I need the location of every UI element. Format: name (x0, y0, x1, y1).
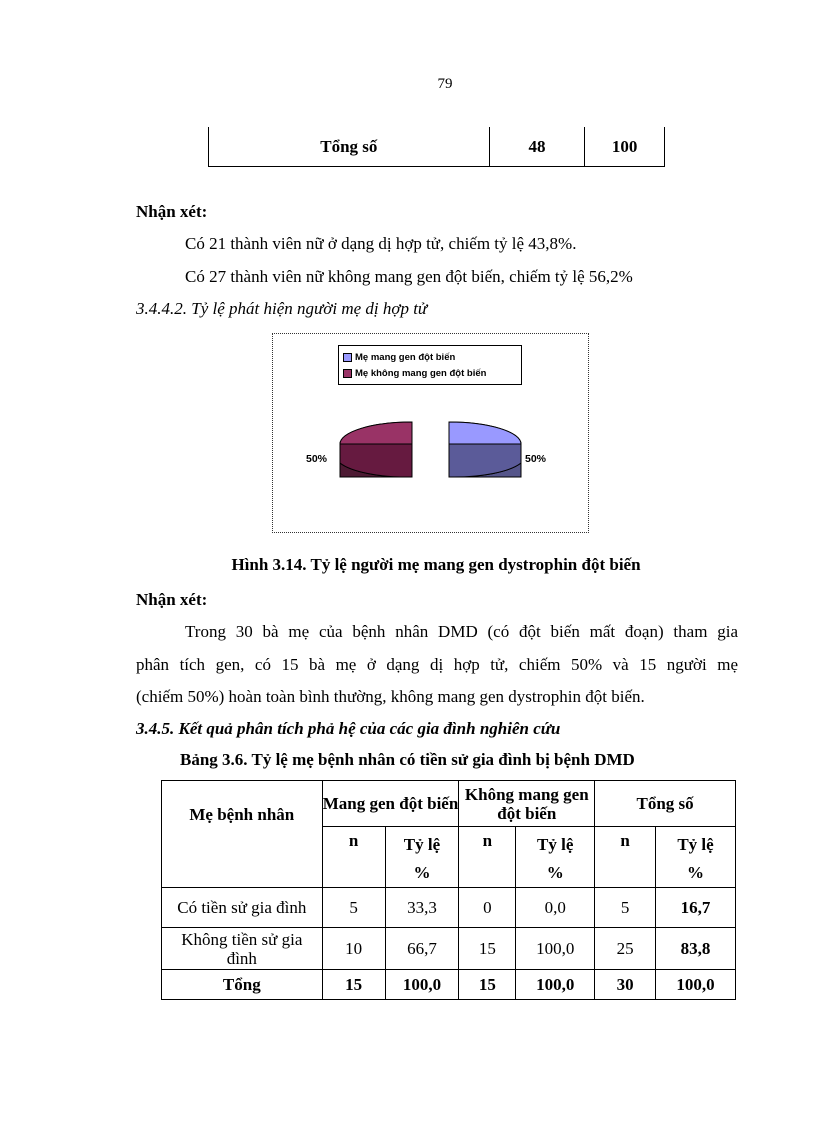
section-heading: 3.4.5. Kết quả phân tích phả hệ của các gia đình nghiên cứu (136, 719, 561, 738)
cell: 100,0 (516, 928, 595, 970)
pie-slice-mang-gen (449, 422, 521, 477)
remark-line: phân tích gen, có 15 bà mẹ ở dạng dị hợp tử, chiếm 50% và 15 người mẹ (136, 655, 738, 674)
total-pct: 100 (585, 127, 665, 167)
cell: 0,0 (516, 888, 595, 928)
pie-label-left: 50% (306, 453, 328, 465)
cell: 15 (459, 928, 516, 970)
figure-caption: Hình 3.14. Tỷ lệ người mẹ mang gen dystrophin đột biến (231, 555, 641, 574)
pie-slice-khong-mang-gen (340, 422, 412, 477)
remark-line: Trong 30 bà mẹ của bệnh nhân DMD (có đột biến mất đoạn) tham gia (185, 622, 738, 641)
table-row (162, 888, 736, 928)
subheader-pct: Tỷ lệ % (656, 827, 736, 888)
cell: 16,7 (656, 888, 736, 928)
cell: 83,8 (656, 928, 736, 970)
remark-line: Có 21 thành viên nữ ở dạng dị hợp tử, chiếm tỷ lệ 43,8%. (185, 234, 577, 253)
pie-label-right: 50% (525, 453, 547, 465)
legend-label: Mẹ không mang gen đột biến (355, 367, 487, 379)
page-number: 79 (437, 76, 453, 92)
cell: 0 (459, 888, 516, 928)
family-history-table (161, 780, 736, 1000)
cell: 15 (459, 970, 516, 1000)
total-label: Tổng số (209, 127, 490, 167)
remark-heading: Nhận xét: (136, 202, 208, 221)
table-caption: Bảng 3.6. Tỷ lệ mẹ bệnh nhân có tiền sử gia đình bị bệnh DMD (180, 750, 635, 769)
subheader-pct: Tỷ lệ % (516, 827, 595, 888)
subheader-n: n (595, 827, 656, 888)
table-fragment-total (208, 127, 665, 167)
cell: 25 (595, 928, 656, 970)
subheader-n: n (322, 827, 385, 888)
header-tong-so: Tổng số (595, 781, 736, 827)
table-row (162, 928, 736, 970)
table-row (209, 127, 665, 167)
legend-label: Mẹ mang gen đột biến (355, 351, 456, 363)
subheader-pct: Tỷ lệ % (385, 827, 459, 888)
table-row (162, 970, 736, 1000)
row-label: Có tiền sử gia đình (162, 888, 323, 928)
cell: 100,0 (385, 970, 459, 1000)
cell: 30 (595, 970, 656, 1000)
total-n: 48 (489, 127, 585, 167)
cell: 15 (322, 970, 385, 1000)
header-me-benh-nhan: Mẹ bệnh nhân (162, 781, 323, 888)
row-label: Tổng (162, 970, 323, 1000)
cell: 5 (595, 888, 656, 928)
section-heading: 3.4.4.2. Tỷ lệ phát hiện người mẹ dị hợp tử (136, 299, 428, 318)
cell: 100,0 (656, 970, 736, 1000)
cell: 66,7 (385, 928, 459, 970)
remark-line: Có 27 thành viên nữ không mang gen đột biến, chiếm tỷ lệ 56,2% (185, 267, 633, 286)
header-mang-gen: Mang gen đột biến (322, 781, 459, 827)
remark-heading: Nhận xét: (136, 590, 208, 609)
table-header-row (162, 781, 736, 827)
cell: 33,3 (385, 888, 459, 928)
row-label: Không tiền sử gia đình (162, 928, 323, 970)
remark-line: (chiếm 50%) hoàn toàn bình thường, không mang gen dystrophin đột biến. (136, 687, 645, 706)
pie-chart (272, 333, 589, 533)
cell: 5 (322, 888, 385, 928)
cell: 10 (322, 928, 385, 970)
subheader-n: n (459, 827, 516, 888)
cell: 100,0 (516, 970, 595, 1000)
header-khong-mang-gen: Không mang gen đột biến (459, 781, 595, 827)
